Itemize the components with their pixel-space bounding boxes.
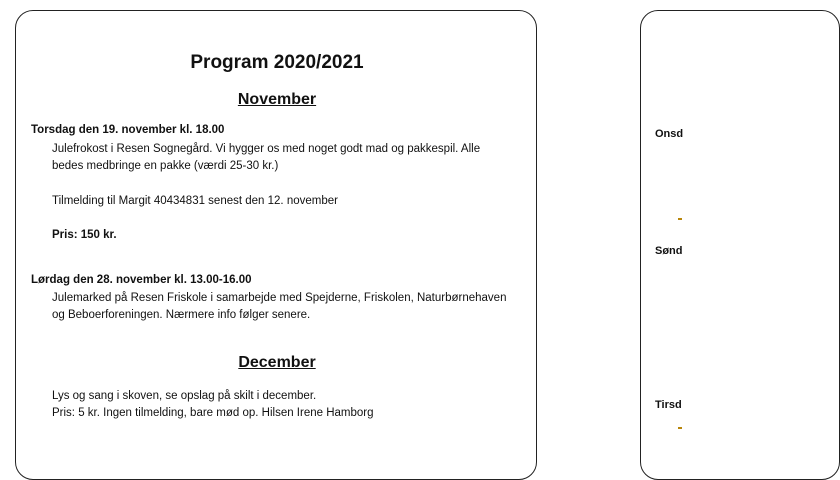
fragment-tuesday: Tirsd: [655, 399, 682, 411]
event-price-1: Pris: 150 kr.: [52, 229, 117, 241]
december-line: Lys og sang i skoven, se opslag på skilt i december.: [52, 390, 317, 402]
highlight-mark: [678, 427, 682, 429]
december-line: Pris: 5 kr. Ingen tilmelding, bare mød op. Hilsen Irene Hamborg: [52, 407, 374, 419]
page-title: Program 2020/2021: [190, 52, 364, 73]
fragment-sunday: Sønd: [655, 245, 683, 257]
event-description-1: [52, 141, 532, 175]
event-description-line: og Beboerforeningen. Nærmere info følger senere.: [52, 309, 311, 321]
month-heading-november: November: [237, 91, 317, 108]
month-heading-december: December: [238, 354, 316, 371]
program-page: [15, 10, 537, 480]
event-description-line: Julefrokost i Resen Sognegård. Vi hygger os med noget godt mad og pakkespil. Alle: [52, 143, 481, 155]
event-signup-1: Tilmelding til Margit 40434831 senest den 12. november: [52, 195, 338, 207]
fragment-wednesday: Onsd: [655, 128, 684, 140]
event-header-2: Lørdag den 28. november kl. 13.00-16.00: [31, 274, 252, 286]
december-description: [52, 388, 532, 422]
event-description-line: bedes medbringe en pakke (værdi 25-30 kr.): [52, 160, 279, 172]
event-header-1: Torsdag den 19. november kl. 18.00: [31, 124, 225, 136]
event-description-line: Julemarked på Resen Friskole i samarbejde med Spejderne, Friskolen, Naturbørnehaven: [52, 292, 507, 304]
next-page-partial: [640, 10, 840, 480]
event-description-2: [52, 290, 532, 324]
highlight-mark: [678, 218, 682, 220]
